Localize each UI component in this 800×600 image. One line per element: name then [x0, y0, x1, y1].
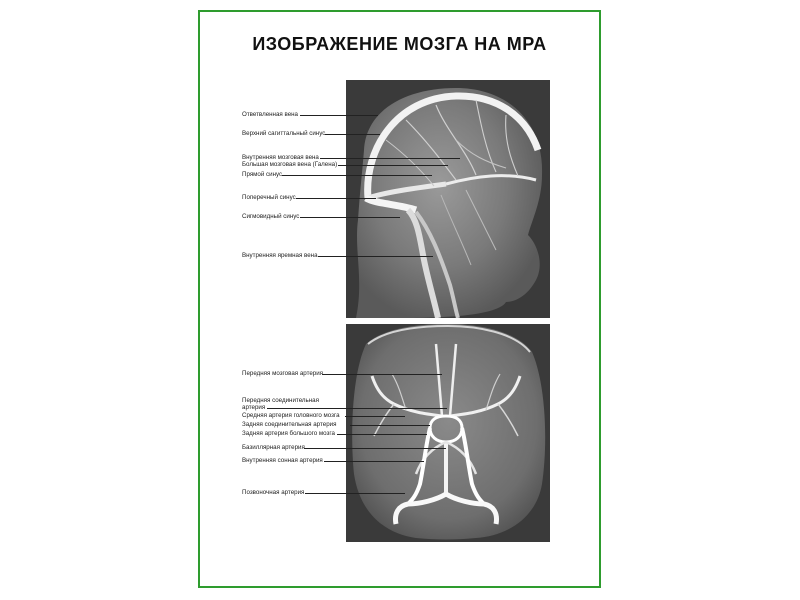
arterial-mra-image [346, 324, 550, 542]
leader-line [318, 256, 433, 257]
leader-line [304, 448, 446, 449]
label-basilar-artery: Базиллярная артерия [242, 444, 305, 451]
leader-line [322, 374, 442, 375]
label-internal-jugular-vein: Внутренняя яремная вена [242, 252, 318, 259]
leader-line [282, 175, 432, 176]
leader-line [296, 198, 376, 199]
leader-line [267, 408, 447, 409]
label-sigmoid-sinus: Сигмовидный синус [242, 213, 300, 220]
leader-line [350, 425, 430, 426]
leader-line [325, 134, 380, 135]
leader-line [324, 461, 424, 462]
label-superior-sagittal-sinus: Верхний сагиттальный синус [242, 130, 326, 137]
label-transverse-sinus: Поперечный синус [242, 194, 296, 201]
leader-line [300, 115, 378, 116]
leader-line [305, 493, 405, 494]
label-posterior-communicating-artery: Задняя соединительная артерия [242, 421, 337, 428]
leader-line [320, 158, 460, 159]
label-great-cerebral-vein: Большая мозговая вена (Галена) [242, 161, 338, 168]
leader-line [300, 217, 400, 218]
leader-line [338, 165, 448, 166]
leader-line [337, 434, 427, 435]
label-vertebral-artery: Позвоночная артерия [242, 489, 305, 496]
label-internal-carotid-artery: Внутренняя сонная артерия [242, 457, 323, 464]
label-middle-cerebral-artery: Средняя артерия головного мозга [242, 412, 340, 419]
leader-line [345, 416, 405, 417]
label-anterior-communicating-artery: Передняя соединительная [242, 397, 319, 404]
label-posterior-cerebral-artery: Задняя артерия большого мозга [242, 430, 335, 437]
label-anterior-cerebral-artery: Передняя мозговая артерия [242, 370, 324, 377]
label-straight-sinus: Прямой синус [242, 171, 283, 178]
poster-title: ИЗОБРАЖЕНИЕ МОЗГА НА МРА [252, 34, 547, 54]
label-emissary-vein: Ответвленная вена [242, 111, 298, 118]
label-internal-cerebral-vein: Внутренняя мозговая вена [242, 154, 319, 161]
label-anterior-communicating-artery-line2: артерия [242, 404, 266, 411]
